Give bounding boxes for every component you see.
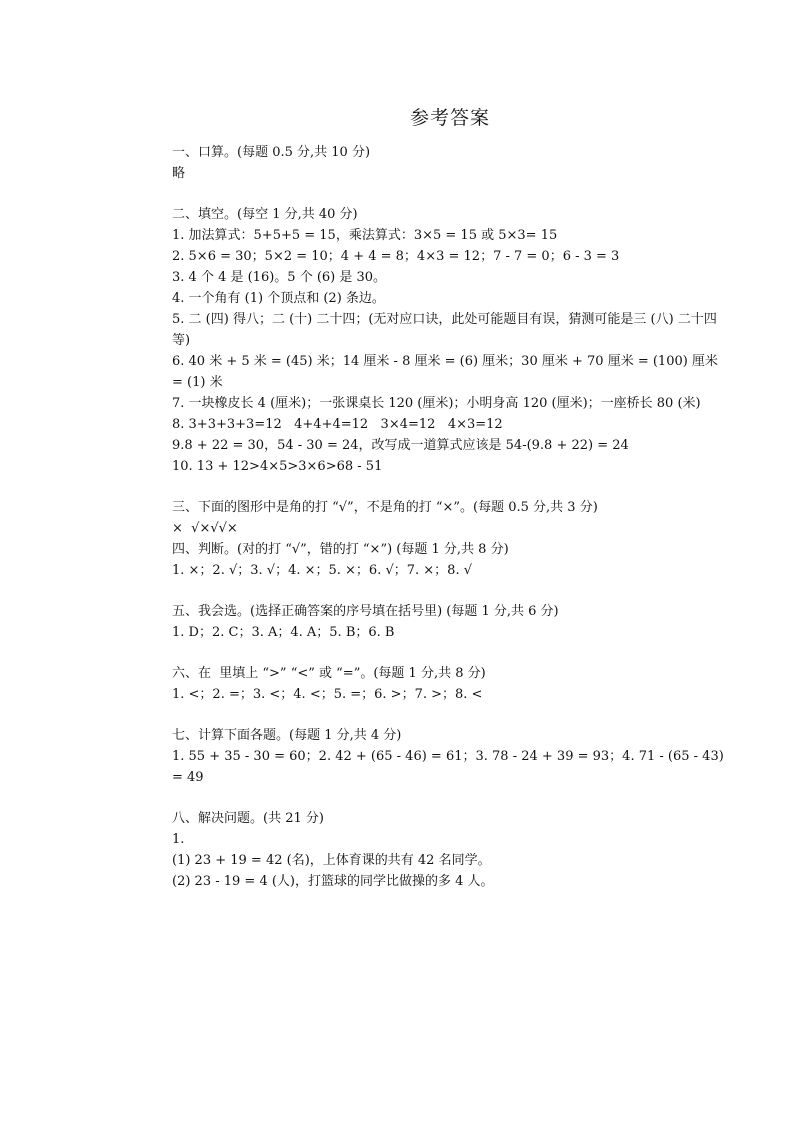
section-calculation [172,725,728,788]
section-spacer [172,477,728,497]
section-spacer [172,705,728,725]
answer-line: 1. 加法算式：5+5+5 = 15，乘法算式：3×5 = 15 或 5×3= 15 [172,228,558,243]
section-fill-in [172,204,728,477]
answer-line: 3. 4 个 4 是 (16)。5 个 (6) 是 30。 [172,270,387,285]
section-heading: 五、我会选。(选择正确答案的序号填在括号里) (每题 1 分,共 6 分) [172,604,559,619]
answer-line: × √×√√× [172,521,238,536]
answer-line: 1. 55 + 35 - 30 = 60；2. 42 + (65 - 46) = 61；3. 78 - 24 + 39 = 93；4. 71 - (65 - 43) = 49 [172,749,728,785]
section-multiple-choice [172,601,728,643]
section-heading: 七、计算下面各题。(每题 1 分,共 4 分) [172,728,402,743]
section-heading: 四、判断。(对的打 “√”，错的打 “×”) (每题 1 分,共 8 分) [172,542,509,557]
section-heading: 六、在 里填上 “>” “<” 或 “=”。(每题 1 分,共 8 分) [172,666,486,681]
answer-line: 1. <；2. =；3. <；4. <；5. =；6. >；7. >；8. < [172,687,483,702]
answer-line: 6. 40 米 + 5 米 = (45) 米；14 厘米 - 8 厘米 = (6) 厘米；30 厘米 + 70 厘米 = (100) 厘米 = (1) 米 [172,354,723,390]
answer-line: 8. 3+3+3+3=12 4+4+4=12 3×4=12 4×3=12 [172,417,503,432]
answer-line: 4. 一个角有 (1) 个顶点和 (2) 条边。 [172,291,385,306]
section-heading: 二、填空。(每空 1 分,共 40 分) [172,207,358,222]
section-spacer [172,788,728,808]
answer-line: (2) 23 - 19 = 4 (人)，打篮球的同学比做操的多 4 人。 [172,874,494,889]
answer-line: 2. 5×6 = 30；5×2 = 10；4 + 4 = 8；4×3 = 12；7 - 7 = 0；6 - 3 = 3 [172,249,620,264]
section-spacer [172,184,728,204]
answer-line: 略 [172,166,186,181]
section-heading: 一、口算。(每题 0.5 分,共 10 分) [172,145,371,160]
answer-line: 1. D；2. C；3. A；4. A；5. B；6. B [172,625,395,640]
answer-line: 1. ×；2. √；3. √；4. ×；5. ×；6. √；7. ×；8. √ [172,563,472,578]
section-problem-solving [172,808,728,892]
answer-line: 10. 13 + 12>4×5>3×6>68 - 51 [172,459,383,474]
answer-line: 1. [172,832,185,847]
document-title: 参考答案 [409,107,490,129]
answer-line: 7. 一块橡皮长 4 (厘米)；一张课桌长 120 (厘米)；小明身高 120 (厘米)；一座桥长 80 (米) [172,396,701,411]
answer-line: 5. 二 (四) 得八；二 (十) 二十四；(无对应口诀，此处可能题目有误，猜测可能是三 (八) 二十四等) [172,312,717,348]
section-spacer [172,643,728,663]
answer-line: (1) 23 + 19 = 42 (名)，上体育课的共有 42 名同学。 [172,853,491,868]
answer-line: 9.8 + 22 = 30，54 - 30 = 24，改写成一道算式应该是 54-(9.8 + 22) = 24 [172,438,629,453]
section-true-false [172,539,728,581]
section-heading: 三、下面的图形中是角的打 “√”，不是角的打 “×”。(每题 0.5 分,共 3 分) [172,500,598,515]
answer-document [172,104,728,892]
section-compare [172,663,728,705]
section-heading: 八、解决问题。(共 21 分) [172,811,324,826]
section-oral-calculation [172,142,728,184]
section-angles [172,497,728,539]
section-spacer [172,581,728,601]
